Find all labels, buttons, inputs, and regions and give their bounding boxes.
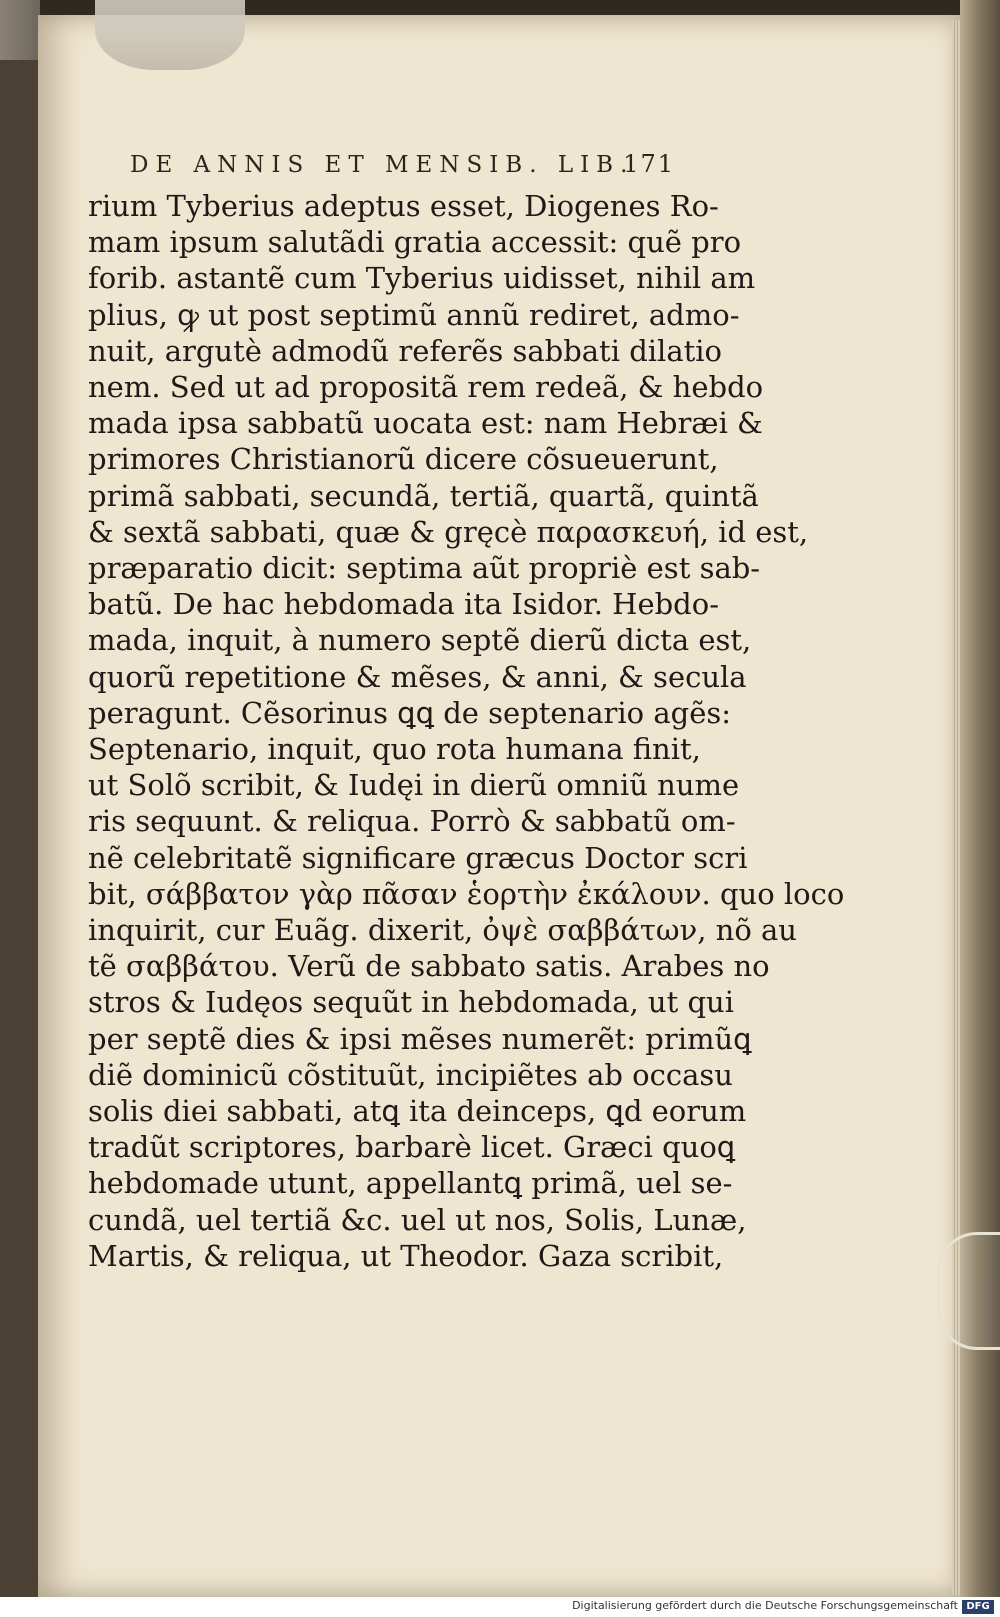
text-line: nẽ celebritatẽ significare græcus Doctor scri [88,840,748,875]
dfg-logo-icon: DFG [962,1600,994,1614]
text-line: quorũ repetitione & mẽses, & anni, & secula [88,659,747,694]
text-line: tẽ σαββάτου. Verũ de sabbato satis. Arabes no [88,949,770,984]
text-line: ut Solõ scribit, & Iudęi in dierũ omniũ nume [88,768,740,803]
text-line: inquirit, cur Euãg. dixerit, ὀψὲ σαββάτων, nõ au [88,913,797,948]
text-line: rium Tyberius adeptus esset, Diogenes Ro- [88,189,719,223]
text-line: batũ. De hac hebdomada ita Isidor. Hebdo- [88,587,719,622]
text-line: solis diei sabbati, atꝗ ita deinceps, ꝗd eorum [88,1094,747,1129]
text-line: primã sabbati, secundã, tertiã, quartã, quintã [88,478,759,513]
text-line: mada, inquit, à numero septẽ dierũ dicta est, [88,623,752,658]
footer-bar [0,1597,1000,1617]
text-line: mam ipsum salutãdi gratia accessit: quẽ pro [88,225,742,260]
text-line: ris sequunt. & reliqua. Porrò & sabbatũ om- [88,804,736,839]
text-line: nem. Sed ut ad propositã rem redeã, & hebdo [88,370,764,405]
text-line: præparatio dicit: septima aũt propriè est sab- [88,551,761,586]
text-line: tradũt scriptores, barbarè licet. Græci quoꝗ [88,1130,736,1165]
running-head [130,152,675,178]
text-line: forib. astantẽ cum Tyberius uidisset, nihil am [88,261,756,296]
footer-credit: Digitalisierung gefördert durch die Deutsche Forschungsgemeinschaft [572,1599,958,1612]
scanner-clip-left [0,0,40,60]
body-text [88,188,845,1274]
text-line: diẽ dominicũ cõstituũt, incipiẽtes ab occasu [88,1057,733,1092]
running-head-title: DE ANNIS ET MENSIB. LIB. [130,152,635,178]
text-line: plius, ꝙ ut post septimũ annũ rediret, admo- [88,297,740,332]
text-line: & sextã sabbati, quæ & gręcè παρασκευή, id est, [88,514,809,549]
scanner-clip-right [937,1232,1000,1350]
text-line: mada ipsa sabbatũ uocata est: nam Hebræi & [88,406,763,441]
page-number: 171 [623,150,675,178]
text-line: bit, σάββατον γὰρ πᾶσαν ἑορτὴν ἐκάλουν. quo loco [88,876,845,911]
text-line: cundã, uel tertiã &c. uel ut nos, Solis, Lunæ, [88,1202,747,1237]
text-line: Martis, & reliqua, ut Theodor. Gaza scribit, [88,1238,724,1273]
text-line: per septẽ dies & ipsi mẽses numerẽt: primũꝗ [88,1021,752,1056]
text-line: stros & Iudęos sequũt in hebdomada, ut qui [88,985,734,1020]
scanner-clip-top [95,0,245,70]
text-line: peragunt. Cẽsorinus ꝗꝗ de septenario agẽs: [88,695,732,730]
scan-background-right [960,0,1000,1617]
text-line: nuit, argutè admodũ referẽs sabbati dilatio [88,333,722,368]
text-line: Septenario, inquit, quo rota humana finit, [88,732,701,767]
text-line: hebdomade utunt, appellantꝗ primã, uel se- [88,1166,733,1201]
text-line: primores Christianorũ dicere cõsueuerunt, [88,442,719,477]
